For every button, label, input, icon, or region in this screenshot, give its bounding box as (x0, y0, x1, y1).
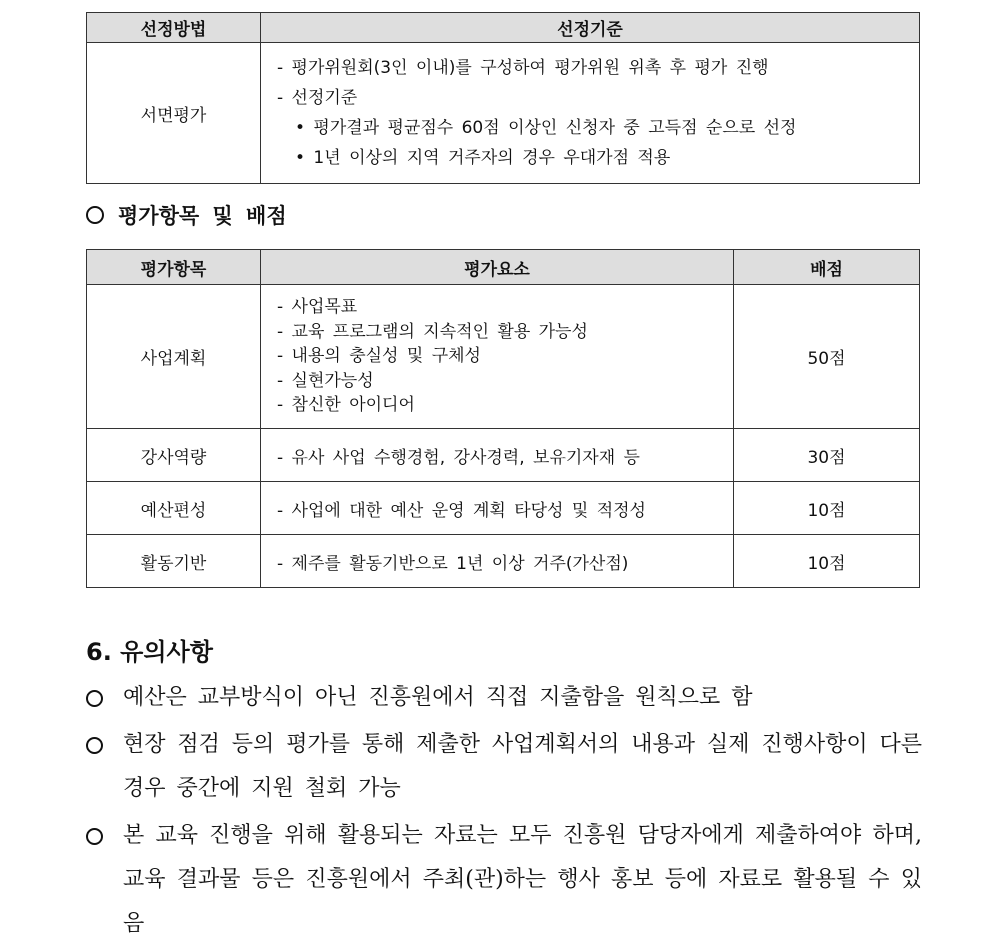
eval-item-cell: 예산편성 (87, 482, 261, 535)
column-header: 배점 (734, 250, 920, 285)
selection-criteria-cell (261, 43, 920, 184)
eval-element: - 실현가능성 (277, 370, 374, 391)
table-header-row (87, 13, 920, 43)
eval-score-cell: 30점 (734, 429, 920, 482)
note-text: 본 교육 진행을 위해 활용되는 자료는 모두 진흥원 담당자에게 제출하여야 하며, 교육 결과물 등은 진흥원에서 주최(관)하는 행사 홍보 등에 자료로 활용될 수 있음 (123, 823, 922, 936)
note-text: 현장 점검 등의 평가를 통해 제출한 사업계획서의 내용과 실제 진행사항이 다른 경우 중간에 지원 철회 가능 (123, 732, 922, 801)
column-header: 선정기준 (261, 13, 920, 43)
note-text: 예산은 교부방식이 아닌 진흥원에서 직접 지출함을 원칙으로 함 (123, 685, 753, 710)
hollow-circle-icon (86, 690, 103, 707)
eval-score-cell: 10점 (734, 482, 920, 535)
list-item (86, 676, 922, 720)
notes-section-heading: 6. 유의사항 (86, 638, 213, 666)
eval-element: - 제주를 활동기반으로 1년 이상 거주(가산점) (261, 535, 734, 588)
notes-list (86, 676, 922, 949)
hollow-circle-icon (86, 206, 104, 224)
column-header: 평가요소 (261, 250, 734, 285)
eval-item-cell: 강사역량 (87, 429, 261, 482)
eval-section-heading (86, 200, 287, 230)
eval-element: - 내용의 충실성 및 구체성 (277, 346, 481, 367)
hollow-circle-icon (86, 737, 103, 754)
selection-criteria-table (86, 12, 920, 184)
eval-item-cell: 활동기반 (87, 535, 261, 588)
column-header: 선정방법 (87, 13, 261, 43)
criteria-line: - 평가위원회(3인 이내)를 구성하여 평가위원 위촉 후 평가 진행 (277, 58, 769, 78)
hollow-circle-icon (86, 828, 103, 845)
table-row (87, 482, 920, 535)
eval-elements-cell (261, 285, 734, 429)
eval-element: - 유사 사업 수행경험, 강사경력, 보유기자재 등 (261, 429, 734, 482)
selection-method-cell: 서면평가 (87, 43, 261, 184)
eval-element: - 참신한 아이디어 (277, 395, 415, 416)
eval-heading-text: 평가항목 및 배점 (118, 204, 287, 228)
eval-element: - 사업목표 (277, 297, 358, 318)
criteria-bullet: • 1년 이상의 지역 거주자의 경우 우대가점 적용 (295, 148, 671, 168)
table-header-row (87, 250, 920, 285)
criteria-line: - 선정기준 (277, 88, 358, 108)
eval-element: - 교육 프로그램의 지속적인 활용 가능성 (277, 321, 588, 342)
eval-score-cell: 10점 (734, 535, 920, 588)
table-row (87, 43, 920, 184)
column-header: 평가항목 (87, 250, 261, 285)
criteria-bullet: • 평가결과 평균점수 60점 이상인 신청자 중 고득점 순으로 선정 (295, 118, 797, 138)
table-row (87, 285, 920, 429)
list-item (86, 723, 922, 811)
eval-element: - 사업에 대한 예산 운영 계획 타당성 및 적정성 (261, 482, 734, 535)
list-item (86, 814, 922, 946)
evaluation-table (86, 249, 920, 588)
eval-score-cell: 50점 (734, 285, 920, 429)
table-row (87, 429, 920, 482)
table-row (87, 535, 920, 588)
eval-item-cell: 사업계획 (87, 285, 261, 429)
